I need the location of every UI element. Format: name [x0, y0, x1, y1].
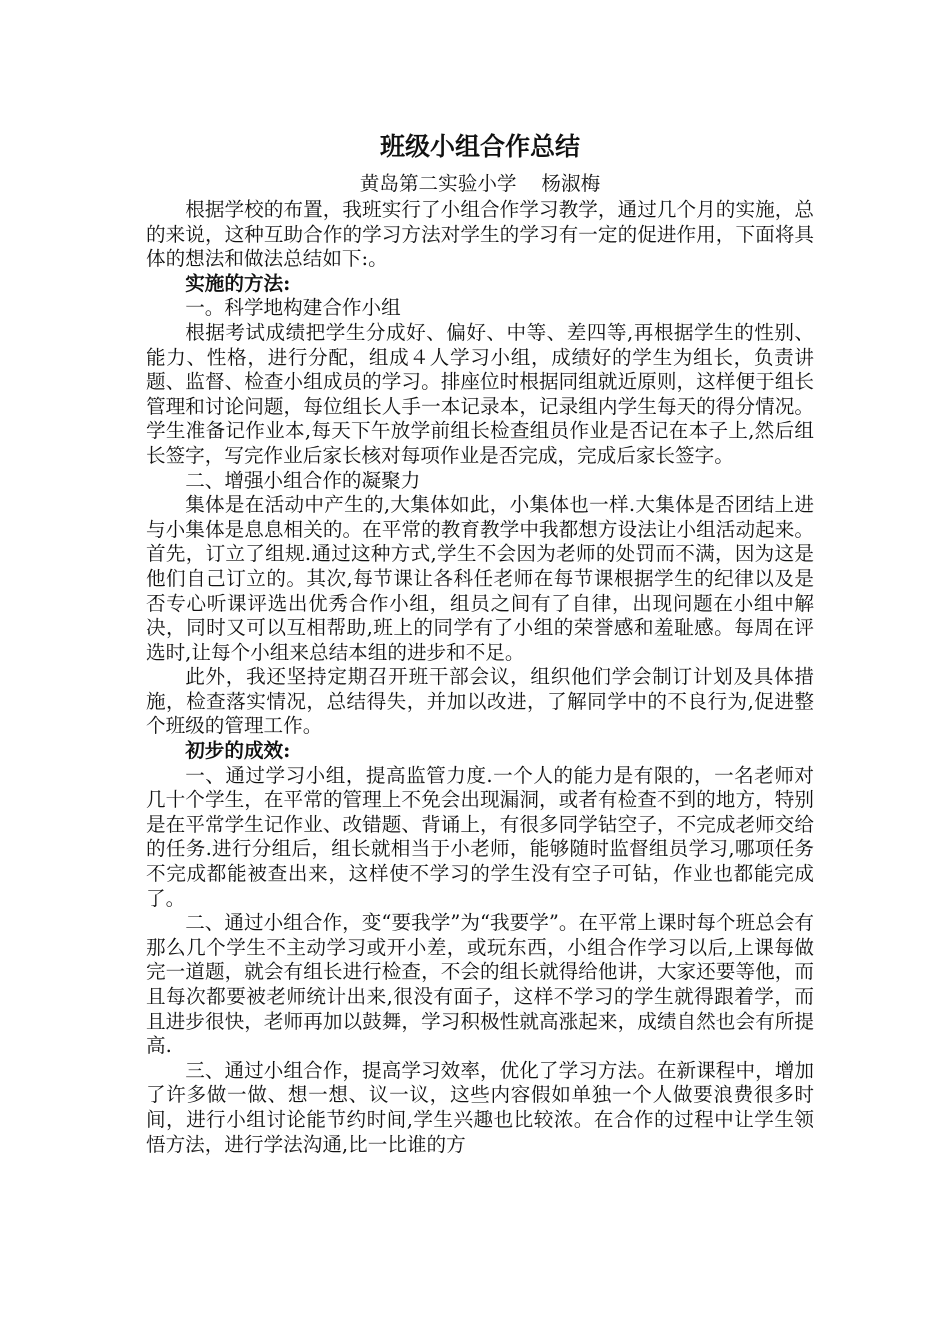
- document-title: 班级小组合作总结: [379, 132, 580, 161]
- paragraph-result-motivation: 二、通过小组合作，变“要我学”为“我要学”。在平常上课时每个班总会有那么几个学生不主动学习或开小差，或玩东西，小组合作学习以后,上课每做完一道题，就会有组长进行检查，不会的组长就得给他讲，大家还要等他，而且每次都要被老师统计出来,很没有面子，这样不学习的学生就得跟着学，而且进步很快，老师再加以鼓舞，学习积极性就高涨起来，成绩自然也会有所提高.: [146, 911, 814, 1058]
- paragraph-cadre-meetings: 此外，我还坚持定期召开班干部会议，组织他们学会制订计划及具体措施，检查落实情况，总结得失，并加以改进，了解同学中的不良行为,促进整个班级的管理工作。: [146, 665, 814, 738]
- section-heading-results: 初步的成效:: [185, 739, 291, 763]
- paragraph-cohesion: 集体是在活动中产生的,大集体如此，小集体也一样.大集体是否团结上进与小集体是息息相关的。在平常的教育教学中我都想方设法让小组活动起来。首先，订立了组规.通过这种方式,学生不会因为老师的处罚而不满，因为这是他们自己订立的。其次,每节课让各科任老师在每节课根据学生的纪律以及是否专心听课评选出优秀合作小组，组员之间有了自律，出现问题在小组中解决，同时又可以互相帮助,班上的同学有了小组的荣誉感和羞耻感。每周在评选时,让每个小组来总结本组的进步和不足。: [146, 493, 814, 664]
- section-heading-methods: 实施的方法:: [185, 271, 291, 295]
- document-page: [146, 130, 814, 1157]
- subheading-build-groups: 一。科学地构建合作小组: [185, 296, 401, 320]
- intro-paragraph: 根据学校的布置，我班实行了小组合作学习教学，通过几个月的实施，总的来说，这种互助合作的学习方法对学生的学习有一定的促进作用，下面将具体的想法和做法总结如下:。: [146, 198, 814, 271]
- paragraph-build-groups: 根据考试成绩把学生分成好、偏好、中等、差四等,再根据学生的性别、能力、性格，进行分配，组成４人学习小组，成绩好的学生为组长，负责讲题、监督、检查小组成员的学习。排座位时根据同组就近原则，这样便于组长管理和讨论问题，每位组长人手一本记录本，记录组内学生每天的得分情况。学生准备记作业本,每天下午放学前组长检查组员作业是否记在本子上,然后组长签字，写完作业后家长核对每项作业是否完成，完成后家长签字。: [146, 320, 814, 467]
- paragraph-result-efficiency: 三、通过小组合作，提高学习效率，优化了学习方法。在新课程中，增加了许多做一做、想一想、议一议，这些内容假如单独一个人做要浪费很多时间，进行小组讨论能节约时间,学生兴趣也比较浓。在合作的过程中让学生领悟方法，进行学法沟通,比一比谁的方: [146, 1058, 814, 1156]
- subheading-cohesion: 二、增强小组合作的凝聚力: [185, 468, 421, 492]
- paragraph-result-supervision: 一、通过学习小组，提高监管力度.一个人的能力是有限的，一名老师对几十个学生，在平常的管理上不免会出现漏洞，或者有检查不到的地方，特别是在平常学生记作业、改错题、背诵上，有很多同学钻空子，不完成老师交给的任务.进行分组后，组长就相当于小老师，能够随时监督组员学习,哪项任务不完成都能被查出来，这样使不学习的学生没有空子可钻，作业也都能完成了。: [146, 763, 814, 910]
- author-line: 黄岛第二实验小学 杨淑梅: [359, 172, 601, 195]
